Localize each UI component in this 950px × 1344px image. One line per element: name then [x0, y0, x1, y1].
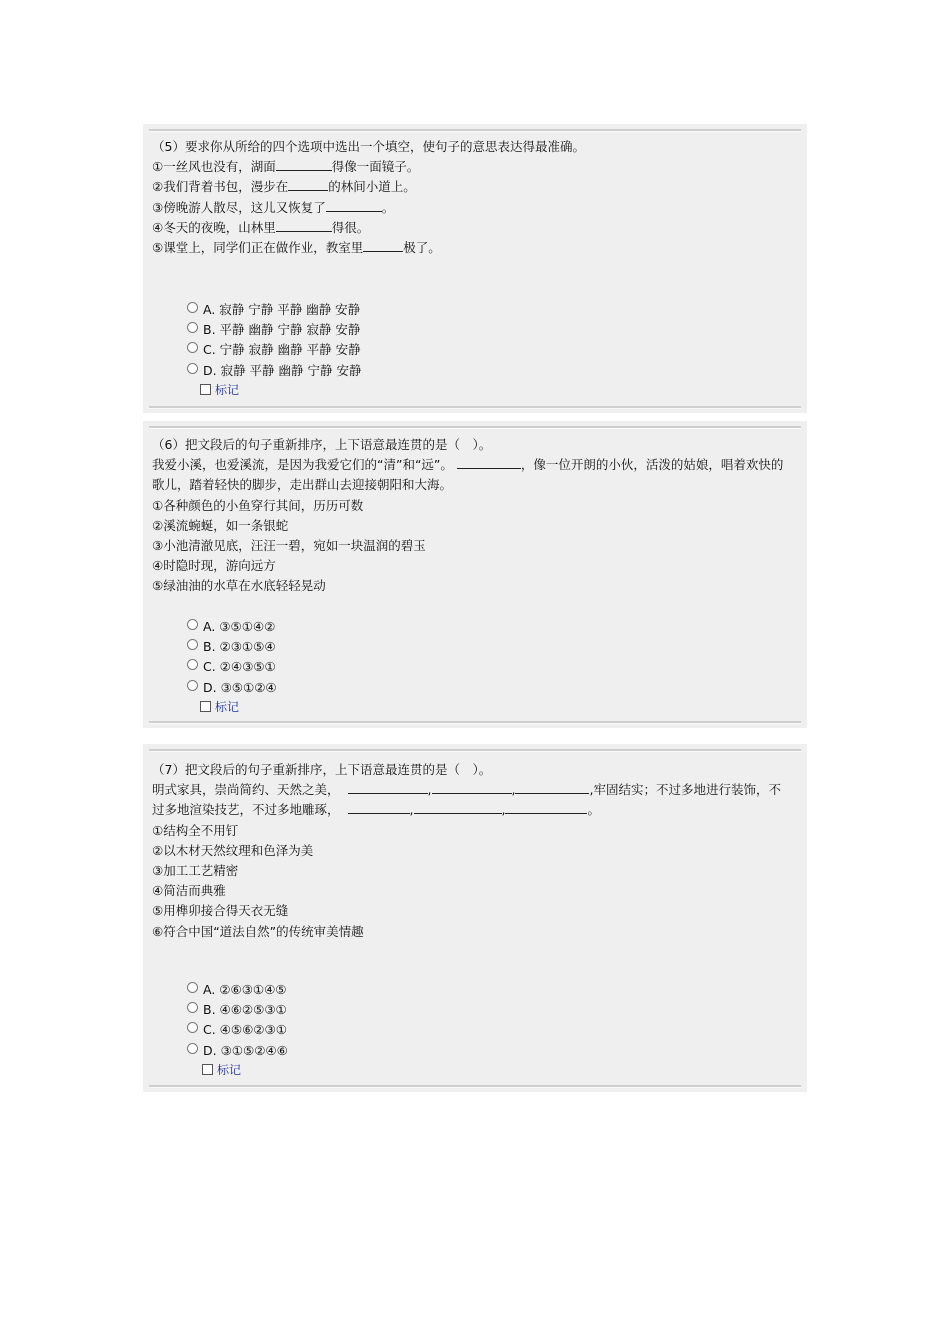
- blank: [432, 781, 512, 794]
- blank: [515, 781, 589, 794]
- blank: [348, 781, 428, 794]
- blank: [363, 239, 403, 252]
- sentence-item: ①各种颜色的小鱼穿行其间，历历可数: [152, 497, 364, 513]
- divider: [149, 1085, 801, 1088]
- passage-line: 过多地渲染技艺，不过多地雕琢， , , 。: [152, 802, 600, 818]
- sentence-item: ②溪流蜿蜒，如一条银蛇: [152, 517, 289, 533]
- blank: [276, 219, 332, 232]
- radio-icon[interactable]: [187, 619, 198, 630]
- radio-icon[interactable]: [187, 1043, 198, 1054]
- divider: [149, 721, 801, 724]
- radio-icon[interactable]: [187, 342, 198, 353]
- mark-checkbox[interactable]: 标记: [200, 382, 239, 398]
- blank: [414, 801, 502, 814]
- question-prompt: （7）把文段后的句子重新排序，上下语意最连贯的是（ ）。: [152, 762, 492, 777]
- question-item: ⑤课堂上，同学们正在做作业，教室里 极了。: [152, 240, 441, 256]
- radio-icon[interactable]: [187, 302, 198, 313]
- divider: [149, 426, 801, 429]
- question-panel-6: （6）把文段后的句子重新排序，上下语意最连贯的是（ ）。 我爱小溪，也爱溪流，是因为我爱它们的“清”和“远”。 ，像一位开朗的小伙，活泼的姑娘，唱着欢快的 歌儿，踏着轻快的脚步，走出群山去迎接朝阳和大海。 ①各种颜色的小鱼穿行其间，历历可数 ②溪流蜿蜒，如一条银蛇 ③小池清澈见底，汪汪一碧，宛如一块温润的碧玉 ④时隐时现，游向远方 ⑤绿油油的水草在水底轻轻晃动 A. ③⑤①④② B. ②③①⑤④ C. ②④③⑤① D. ③⑤①②④ 标记: [143, 421, 807, 728]
- radio-icon[interactable]: [187, 363, 198, 374]
- radio-icon[interactable]: [187, 982, 198, 993]
- radio-icon[interactable]: [187, 680, 198, 691]
- sentence-item: ①结构全不用钉: [152, 822, 239, 838]
- sentence-item: ⑤用榫卯接合得天衣无缝: [152, 903, 289, 919]
- radio-icon[interactable]: [187, 1022, 198, 1033]
- passage-line: 歌儿，踏着轻快的脚步，走出群山去迎接朝阳和大海。: [152, 477, 453, 493]
- question-item: ③傍晚游人散尽，这儿又恢复了 。: [152, 199, 395, 215]
- passage-line: 我爱小溪，也爱溪流，是因为我爱它们的“清”和“远”。 ，像一位开朗的小伙，活泼的姑娘，唱着欢快的: [152, 457, 784, 473]
- question-panel-5: （5）要求你从所给的四个选项中选出一个填空，使句子的意思表达得最准确。 ①一丝风也没有，湖面 得像一面镜子。 ②我们背着书包，漫步在 的林间小道上。 ③傍晚游人散尽，这儿又恢复了 。 ④冬天的夜晚，山林里 得很。 ⑤课堂上，同学们正在做作业，教室里 极了。 A. 寂静 宁静 平静 幽静 安静 B. 平静 幽静 宁静 寂静 安静 C. 宁静 寂静 幽静 平静 安静 D. 寂静 平静 幽静 宁静 安静 标记: [143, 124, 807, 413]
- sentence-item: ④时隐时现，游向远方: [152, 558, 276, 574]
- question-prompt: （5）要求你从所给的四个选项中选出一个填空，使句子的意思表达得最准确。: [152, 139, 585, 154]
- sentence-item: ②以木材天然纹理和色泽为美: [152, 842, 314, 858]
- checkbox-icon[interactable]: [202, 1064, 213, 1075]
- divider: [149, 129, 801, 132]
- divider: [149, 406, 801, 409]
- radio-icon[interactable]: [187, 322, 198, 333]
- mark-checkbox[interactable]: 标记: [202, 1062, 241, 1078]
- divider: [149, 749, 801, 752]
- passage-line: 明式家具，崇尚简约、天然之美， , , ,牢固结实；不过多地进行装饰，不: [152, 782, 781, 798]
- blank: [326, 199, 382, 212]
- question-item: ②我们背着书包，漫步在 的林间小道上。: [152, 179, 416, 195]
- radio-icon[interactable]: [187, 1002, 198, 1013]
- blank: [348, 801, 410, 814]
- radio-icon[interactable]: [187, 639, 198, 650]
- question-prompt: （6）把文段后的句子重新排序，上下语意最连贯的是（ ）。: [152, 437, 492, 452]
- mark-checkbox[interactable]: 标记: [200, 699, 239, 715]
- blank: [276, 158, 332, 171]
- question-panel-7: （7）把文段后的句子重新排序，上下语意最连贯的是（ ）。 明式家具，崇尚简约、天然之美， , , ,牢固结实；不过多地进行装饰，不 过多地渲染技艺，不过多地雕琢， , , 。 ①结构全不用钉 ②以木材天然纹理和色泽为美 ③加工工艺精密 ④简洁而典雅 ⑤用榫卯接合得天衣无缝 ⑥符合中国“道法自然”的传统审美情趣 A. ②⑥③①④⑤ B. ④⑥②⑤③① C. ④⑤⑥②③① D. ③①⑤②④⑥ 标记: [143, 744, 807, 1092]
- blank: [288, 178, 328, 191]
- sentence-item: ③小池清澈见底，汪汪一碧，宛如一块温润的碧玉: [152, 538, 426, 554]
- checkbox-icon[interactable]: [200, 384, 211, 395]
- checkbox-icon[interactable]: [200, 701, 211, 712]
- question-item: ①一丝风也没有，湖面 得像一面镜子。: [152, 159, 420, 175]
- blank: [505, 801, 587, 814]
- sentence-item: ③加工工艺精密: [152, 863, 239, 879]
- question-item: ④冬天的夜晚，山林里 得很。: [152, 219, 370, 235]
- blank: [457, 456, 521, 469]
- sentence-item: ⑤绿油油的水草在水底轻轻晃动: [152, 578, 326, 594]
- sentence-item: ④简洁而典雅: [152, 883, 226, 899]
- radio-icon[interactable]: [187, 659, 198, 670]
- sentence-item: ⑥符合中国“道法自然”的传统审美情趣: [152, 923, 364, 939]
